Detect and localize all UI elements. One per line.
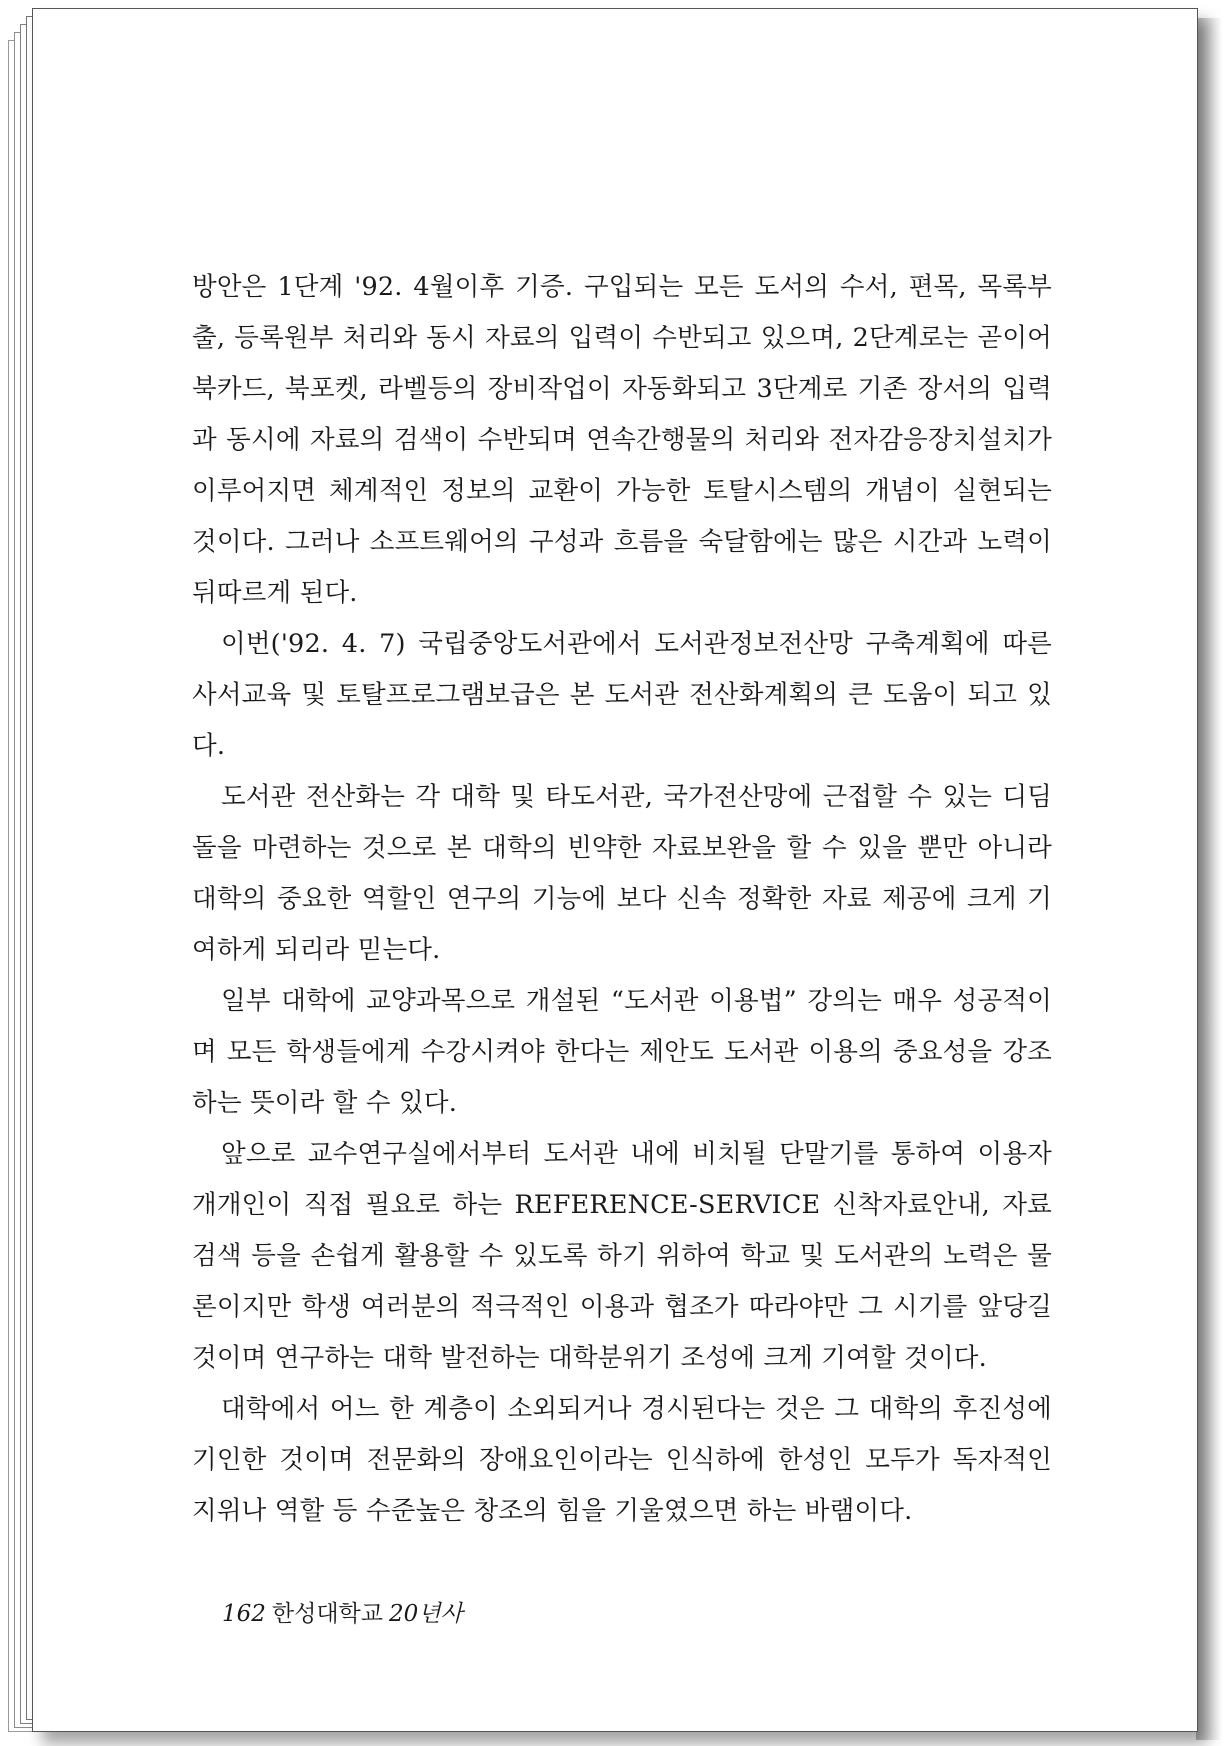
body-text	[192, 262, 1052, 1537]
paragraph: 도서관 전산화는 각 대학 및 타도서관, 국가전산망에 근접할 수 있는 디딤돌을 마련하는 것으로 본 대학의 빈약한 자료보완을 할 수 있을 뿐만 아니라 대학의 중요한 역할인 연구의 기능에 보다 신속 정확한 자료 제공에 크게 기여하게 되리라 믿는다.	[192, 782, 1052, 965]
page-number: 162	[222, 1601, 266, 1627]
paragraph: 대학에서 어느 한 계층이 소외되거나 경시된다는 것은 그 대학의 후진성에 기인한 것이며 전문화의 장애요인이라는 인식하에 한성인 모두가 독자적인 지위나 역할 등 수준높은 창조의 힘을 기울였으면 하는 바램이다.	[192, 1394, 1052, 1526]
book-title: 한성대학교	[271, 1601, 383, 1627]
page-shadow	[1196, 18, 1222, 1740]
paragraph: 방안은 1단계 '92. 4월이후 기증. 구입되는 모든 도서의 수서, 편목, 목록부출, 등록원부 처리와 동시 자료의 입력이 수반되고 있으며, 2단계로는 곧이어 북카드, 북포켓, 라벨등의 장비작업이 자동화되고 3단계로 기존 장서의 입력과 동시에 자료의 검색이 수반되며 연속간행물의 처리와 전자감응장치설치가 이루어지면 체계적인 정보의 교환이 가능한 토탈시스템의 개념이 실현되는 것이다. 그러나 소프트웨어의 구성과 흐름을 숙달함에는 많은 시간과 노력이 뒤따르게 된다.	[192, 272, 1052, 608]
book-title-years: 20년사	[389, 1601, 463, 1627]
paragraph: 이번('92. 4. 7) 국립중앙도서관에서 도서관정보전산망 구축계획에 따른 사서교육 및 토탈프로그램보급은 본 도서관 전산화계획의 큰 도움이 되고 있다.	[192, 629, 1052, 761]
page-footer	[222, 1595, 463, 1628]
paragraph: 앞으로 교수연구실에서부터 도서관 내에 비치될 단말기를 통하여 이용자 개개인이 직접 필요로 하는 REFERENCE-SERVICE 신착자료안내, 자료검색 등을 손쉽게 활용할 수 있도록 하기 위하여 학교 및 도서관의 노력은 물론이지만 학생 여러분의 적극적인 이용과 협조가 따라야만 그 시기를 앞당길 것이며 연구하는 대학 발전하는 대학분위기 조성에 크게 기여할 것이다.	[192, 1139, 1052, 1373]
paragraph: 일부 대학에 교양과목으로 개설된 “도서관 이용법” 강의는 매우 성공적이며 모든 학생들에게 수강시켜야 한다는 제안도 도서관 이용의 중요성을 강조하는 뜻이라 할 수 있다.	[192, 986, 1052, 1118]
